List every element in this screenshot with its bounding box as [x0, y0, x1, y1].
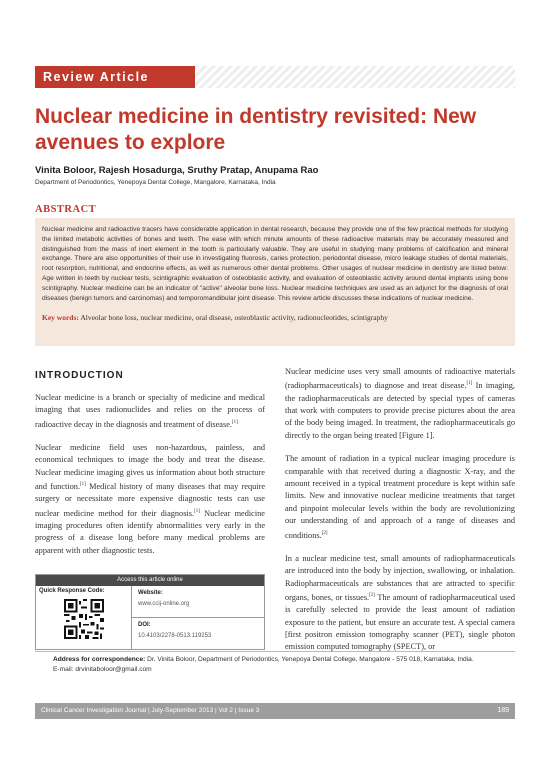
qr-code-icon[interactable]: [64, 599, 104, 639]
correspondence-email[interactable]: E-mail: drvinitaboloor@gmail.com: [53, 665, 152, 673]
citation[interactable]: [1]: [231, 419, 238, 425]
right-p1-text-a: Nuclear medicine uses very small amounts of radioactive materials (radiopharmaceuticals) to diagnose and treat disease.: [285, 367, 515, 391]
intro-p1-text: Nuclear medicine is a branch or specialty of medicine and medical imaging that uses radionuclides and relies on the process of radioactive decay in the diagnosis and treatment of disease.: [35, 393, 265, 429]
right-p2-text: The amount of radiation in a typical nuclear imaging procedure is comparable with that received during a diagnostic X-ray, and the amount received in a typical treatment procedure is kept within safe limits. New and innovative nuclear medicine treatments that target and pinpoint molecular levels within the body are revolutionizing our understanding of and approach of a range of diseases and conditions.: [285, 454, 515, 540]
banner-stripe: [195, 66, 515, 88]
qr-label: Quick Response Code:: [39, 588, 105, 594]
right-paragraph-1: [285, 366, 515, 442]
article-type-banner: [35, 66, 195, 88]
website-label: Website:: [138, 590, 163, 596]
correspondence-label: Address for correspondence:: [53, 656, 146, 663]
access-article-box: [35, 574, 265, 650]
qr-column: [36, 586, 132, 649]
access-info-column: [132, 586, 264, 649]
introduction-heading: INTRODUCTION: [35, 370, 124, 381]
citation[interactable]: [2]: [321, 530, 328, 536]
citation[interactable]: [1]: [466, 381, 473, 387]
keywords: Alveolar bone loss, nuclear medicine, oral disease, osteoblastic activity, radionucleotides, scintigraphy: [80, 313, 388, 323]
website-row: [132, 586, 264, 617]
affiliation: Department of Periodontics, Yenepoya Dental College, Mangalore, Karnataka, India: [35, 179, 276, 186]
keywords-line: [42, 313, 508, 323]
intro-p2-text-a: Nuclear medicine field uses non-hazardous, painless, and economical techniques to image the body and treat the disease. Nuclear medicine imaging gives us information about both structure and function.: [35, 442, 265, 491]
correspondence-text: Dr. Vinita Boloor, Department of Periodontics, Yenepoya Dental College, Mangalore - 575 018, Karnataka, India.: [145, 656, 474, 663]
right-column: [285, 366, 515, 665]
intro-p2-text-b: Medical history of many diseases that may require surgery or necessitate more expensive diagnostic tests can use nuclear medicine method for their diagnosis.: [35, 481, 266, 518]
author-list: Vinita Boloor, Rajesh Hosadurga, Sruthy Pratap, Anupama Rao: [35, 165, 319, 176]
right-paragraph-2: [285, 453, 515, 542]
correspondence: [53, 655, 474, 674]
journal-info: Clinical Cancer Investigation Journal | July-September 2013 | Vol 2 | Issue 3: [41, 707, 260, 714]
divider: [35, 651, 515, 652]
right-p3-text-a: In a nuclear medicine test, small amounts of radiopharmaceuticals are introduced into the body by injection, swallowing, or inhalation. Radiopharmaceuticals are substances that are attracted to specific organs, bones, or tissues.: [285, 553, 515, 602]
doi-label: DOI:: [138, 622, 151, 628]
intro-paragraph-2: [35, 442, 265, 557]
page-number: 189: [497, 707, 509, 714]
intro-p2-text-c: Nuclear medicine imaging procedures often identify abnormalities very early in the progress of a disease long before many medical problems are apparent with other diagnostic tests.: [35, 508, 265, 555]
right-p3-text-b: The amount of radiopharmaceutical used is carefully selected to provide the least amount of radiation exposure to the patient, but ensure an accurate test. A special camera [first positron emission tomography scanner (PET), single photon emission computed tomography (SPECT), or: [285, 592, 515, 652]
access-box-heading: Access this article online: [36, 575, 264, 586]
website-link[interactable]: www.ccij-online.org: [138, 601, 190, 607]
left-column: [35, 392, 265, 568]
abstract-box: [35, 218, 515, 346]
keywords-label: Key words:: [42, 313, 79, 323]
right-paragraph-3: [285, 553, 515, 654]
intro-paragraph-1: [35, 392, 265, 431]
doi-link[interactable]: 10.4103/2278-0513.119253: [138, 633, 212, 639]
abstract-heading: ABSTRACT: [35, 204, 97, 215]
citation[interactable]: [1]: [79, 482, 86, 488]
right-p1-text-b: In imaging, the radiopharmaceuticals are detected by special types of cameras that work with computers to provide precise pictures about the area of the body being imaged. In treatment, the radiopharmaceuticals go directly to the organ being treated [Figure 1].: [285, 381, 516, 440]
article-type-label: Review Article: [43, 70, 149, 84]
citation[interactable]: [1]: [194, 508, 200, 514]
doi-row: [132, 617, 264, 648]
citation[interactable]: [2]: [369, 593, 375, 599]
article-title: Nuclear medicine in dentistry revisited: New avenues to explore: [35, 105, 477, 154]
page-footer: [35, 703, 515, 719]
abstract-text: Nuclear medicine and radioactive tracers have considerable application in dental research, because they provide one of the few practical methods for studying the limited metabolic activities of bones and teeth. The ease with which minute amounts of these radioactive materials may be accurately measured and distinguished from the mass of inert element in the tooth is particularly valuable. They are useful in studying many problems of calcification and mineral exchange. There are also opportunities of their use in investigating fluorosis, caries protection, periodontal disease, micro leakage studies of dental materials, root resorption, nutritional, and endocrine effects, as well as numerous other dental problems. Other usages of nuclear medicine in dentistry are listed below: Age written in teeth by nuclear tests, scintigraphic evaluation of osteoblastic activity, and evaluation of osteoblastic activity around dental implants using bone scintigraphy. Nuclear medicine can be an indicator of "active" alveolar bone loss. Nuclear medicine techniques are used as an adjunct for the diagnosis of oral diseases (benign tumors and carcinomas) and temporomandibular joint disease. This review article discusses these indications of nuclear medicine.: [42, 226, 508, 302]
